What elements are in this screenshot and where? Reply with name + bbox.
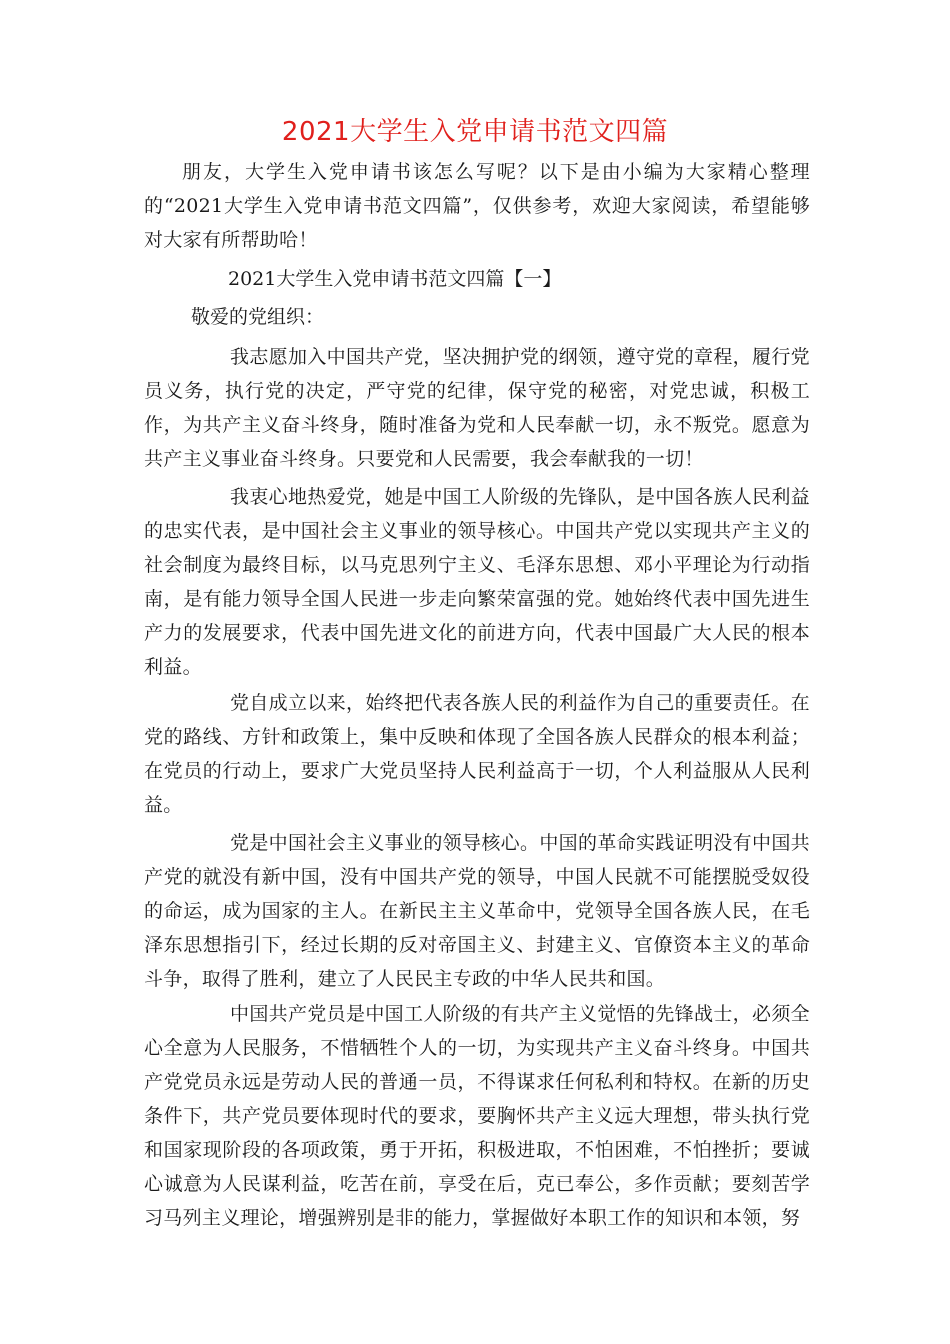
- intro-paragraph: 朋友，大学生入党申请书该怎么写呢？以下是由小编为大家精心整理的“2021大学生入党申请书范文四篇”，仅供参考，欢迎大家阅读，希望能够对大家有所帮助哈！: [144, 161, 810, 251]
- salutation: 敬爱的党组织：: [191, 306, 325, 328]
- section-heading: 2021大学生入党申请书范文四篇【一】: [228, 268, 562, 290]
- body-paragraph-5: 中国共产党员是中国工人阶级的有共产主义觉悟的先锋战士，必须全心全意为人民服务，不惜牺牲个人的一切，为实现共产主义奋斗终身。中国共产党党员永远是劳动人民的普通一员，不得谋求任何私利和特权。在新的历史条件下，共产党员要体现时代的要求，要胸怀共产主义远大理想，带头执行党和国家现阶段的各项政策，勇于开拓，积极进取，不怕困难，不怕挫折；要诚心诚意为人民谋利益，吃苦在前，享受在后，克已奉公，多作贡献；要刻苦学习马列主义理论，增强辨别是非的能力，掌握做好本职工作的知识和本领，努: [144, 1003, 810, 1229]
- body-paragraph-4: 党是中国社会主义事业的领导核心。中国的革命实践证明没有中国共产党的就没有新中国，没有中国共产党的领导，中国人民就不可能摆脱受奴役的命运，成为国家的主人。在新民主主义革命中，党领导全国各族人民，在毛泽东思想指引下，经过长期的反对帝国主义、封建主义、官僚资本主义的革命斗争，取得了胜利，建立了人民民主专政的中华人民共和国。: [144, 832, 810, 990]
- document-title: 2021大学生入党申请书范文四篇: [281, 117, 669, 147]
- body-paragraph-2: 我衷心地热爱党，她是中国工人阶级的先锋队，是中国各族人民利益的忠实代表，是中国社会主义事业的领导核心。中国共产党以实现共产主义的社会制度为最终目标，以马克思列宁主义、毛泽东思想、邓小平理论为行动指南，是有能力领导全国人民进一步走向繁荣富强的党。她始终代表中国先进生产力的发展要求，代表中国先进文化的前进方向，代表中国最广大人民的根本利益。: [144, 486, 810, 678]
- body-paragraph-1: 我志愿加入中国共产党，坚决拥护党的纲领，遵守党的章程，履行党员义务，执行党的决定，严守党的纪律，保守党的秘密，对党忠诚，积极工作，为共产主义奋斗终身，随时准备为党和人民奉献一切，永不叛党。愿意为共产主义事业奋斗终身。只要党和人民需要，我会奉献我的一切！: [144, 346, 810, 470]
- body-paragraph-3: 党自成立以来，始终把代表各族人民的利益作为自己的重要责任。在党的路线、方针和政策上，集中反映和体现了全国各族人民群众的根本利益；在党员的行动上，要求广大党员坚持人民利益高于一切，个人利益服从人民利益。: [144, 692, 810, 816]
